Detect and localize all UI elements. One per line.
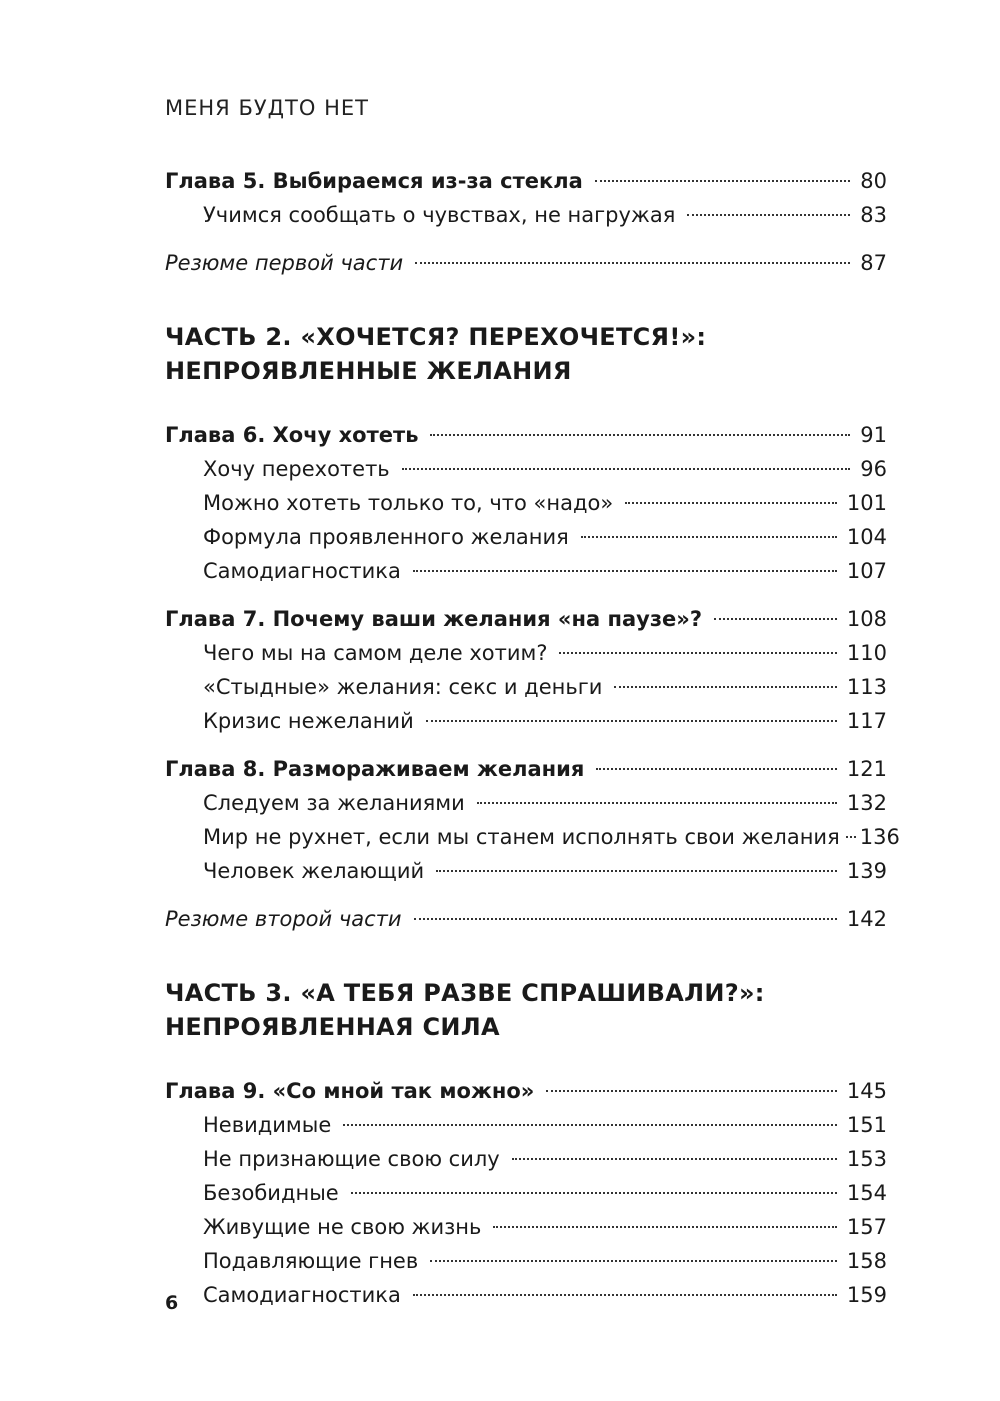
toc-section[interactable]: [165, 1210, 887, 1244]
toc-entry-page: 113: [846, 675, 887, 699]
toc-entry-page: 132: [846, 791, 887, 815]
running-head: МЕНЯ БУДТО НЕТ: [165, 96, 369, 120]
toc-entry-title: Подавляющие гнев: [203, 1249, 419, 1273]
toc-chapter-7[interactable]: [165, 602, 887, 636]
toc-entry-page: 145: [846, 1079, 887, 1103]
leader-dots: [477, 802, 837, 804]
toc-section[interactable]: [165, 554, 887, 588]
toc-section[interactable]: [165, 520, 887, 554]
leader-dots: [512, 1158, 837, 1160]
leader-dots: [430, 1260, 837, 1262]
leader-dots: [581, 536, 837, 538]
toc-entry-title: Резюме второй части: [165, 907, 402, 931]
leader-dots: [436, 870, 837, 872]
toc-section[interactable]: [165, 1244, 887, 1278]
toc-section[interactable]: [165, 198, 887, 232]
part-heading-line-1: ЧАСТЬ 2. «ХОЧЕТСЯ? ПЕРЕХОЧЕТСЯ!»:: [165, 323, 707, 351]
toc-entry-title: Живущие не свою жизнь: [203, 1215, 482, 1239]
toc-section[interactable]: [165, 820, 900, 854]
toc-resume-part-1[interactable]: [165, 246, 887, 280]
page-number: 6: [165, 1292, 179, 1314]
toc-entry-page: 142: [846, 907, 887, 931]
leader-dots: [493, 1226, 837, 1228]
leader-dots: [596, 768, 837, 770]
toc-chapter-9[interactable]: [165, 1074, 887, 1108]
part-heading-line-2: НЕПРОЯВЛЕННЫЕ ЖЕЛАНИЯ: [165, 357, 572, 385]
toc-entry-title: Глава 6. Хочу хотеть: [165, 423, 419, 447]
toc-section[interactable]: [165, 1108, 887, 1142]
toc-entry-page: 87: [860, 251, 887, 275]
toc-entry-page: 91: [860, 423, 887, 447]
leader-dots: [846, 836, 856, 838]
toc-section[interactable]: [165, 486, 887, 520]
toc-section[interactable]: [165, 786, 887, 820]
toc-section[interactable]: [165, 704, 887, 738]
toc-entry-page: 157: [846, 1215, 887, 1239]
toc-section[interactable]: [165, 854, 887, 888]
leader-dots: [343, 1124, 837, 1126]
toc-entry-page: 96: [860, 457, 887, 481]
toc-entry-title: Безобидные: [203, 1181, 339, 1205]
toc-entry-page: 104: [846, 525, 887, 549]
toc-section[interactable]: [165, 1142, 887, 1176]
toc-resume-part-2[interactable]: [165, 902, 887, 936]
toc-entry-page: 117: [846, 709, 887, 733]
toc-entry-title: Хочу перехотеть: [203, 457, 390, 481]
leader-dots: [546, 1090, 837, 1092]
toc-entry-page: 154: [846, 1181, 887, 1205]
toc-section[interactable]: [165, 452, 887, 486]
toc-entry-title: Не признающие свою силу: [203, 1147, 500, 1171]
toc-section[interactable]: [165, 670, 887, 704]
leader-dots: [559, 652, 836, 654]
toc-entry-title: Невидимые: [203, 1113, 332, 1137]
leader-dots: [402, 468, 851, 470]
toc-entry-page: 153: [846, 1147, 887, 1171]
leader-dots: [714, 618, 837, 620]
leader-dots: [687, 214, 850, 216]
toc-entry-title: Глава 9. «Со мной так можно»: [165, 1079, 535, 1103]
toc-entry-title: Резюме первой части: [165, 251, 404, 275]
part-heading-line-2: НЕПРОЯВЛЕННАЯ СИЛА: [165, 1013, 500, 1041]
toc-part-2-heading[interactable]: [165, 320, 887, 388]
toc-entry-title: Самодиагностика: [203, 1283, 401, 1307]
toc-chapter-8[interactable]: [165, 752, 887, 786]
leader-dots: [413, 1294, 837, 1296]
toc-entry-title: «Стыдные» желания: секс и деньги: [203, 675, 603, 699]
toc-entry-title: Глава 8. Размораживаем желания: [165, 757, 585, 781]
toc-entry-page: 80: [860, 169, 887, 193]
toc-entry-page: 159: [846, 1283, 887, 1307]
toc-entry-page: 151: [846, 1113, 887, 1137]
toc-entry-title: Формула проявленного желания: [203, 525, 569, 549]
toc-entry-page: 101: [846, 491, 887, 515]
table-of-contents: [165, 164, 900, 1312]
part-heading-line-1: ЧАСТЬ 3. «А ТЕБЯ РАЗВЕ СПРАШИВАЛИ?»:: [165, 979, 765, 1007]
toc-entry-page: 158: [846, 1249, 887, 1273]
toc-section[interactable]: [165, 1278, 887, 1312]
toc-entry-page: 121: [846, 757, 887, 781]
leader-dots: [414, 918, 837, 920]
leader-dots: [413, 570, 837, 572]
toc-entry-title: Человек желающий: [203, 859, 425, 883]
leader-dots: [430, 434, 850, 436]
toc-entry-title: Самодиагностика: [203, 559, 401, 583]
toc-entry-title: Кризис нежеланий: [203, 709, 414, 733]
toc-entry-page: 108: [846, 607, 887, 631]
leader-dots: [595, 180, 850, 182]
toc-entry-page: 107: [846, 559, 887, 583]
leader-dots: [351, 1192, 837, 1194]
leader-dots: [415, 262, 850, 264]
toc-section[interactable]: [165, 1176, 887, 1210]
toc-entry-page: 83: [860, 203, 887, 227]
toc-entry-title: Следуем за желаниями: [203, 791, 465, 815]
toc-entry-title: Можно хотеть только то, что «надо»: [203, 491, 614, 515]
toc-entry-title: Мир не рухнет, если мы станем исполнять свои желания: [203, 825, 840, 849]
toc-entry-title: Учимся сообщать о чувствах, не нагружая: [203, 203, 676, 227]
toc-entry-page: 110: [846, 641, 887, 665]
toc-entry-page: 139: [846, 859, 887, 883]
toc-chapter-6[interactable]: [165, 418, 887, 452]
leader-dots: [426, 720, 837, 722]
toc-entry-title: Глава 7. Почему ваши желания «на паузе»?: [165, 607, 703, 631]
toc-entry-page: 136: [859, 825, 900, 849]
toc-part-3-heading[interactable]: [165, 976, 887, 1044]
toc-entry-title: Чего мы на самом деле хотим?: [203, 641, 548, 665]
toc-section[interactable]: [165, 636, 887, 670]
leader-dots: [625, 502, 837, 504]
toc-chapter-5[interactable]: [165, 164, 887, 198]
leader-dots: [614, 686, 836, 688]
toc-entry-title: Глава 5. Выбираемся из-за стекла: [165, 169, 583, 193]
